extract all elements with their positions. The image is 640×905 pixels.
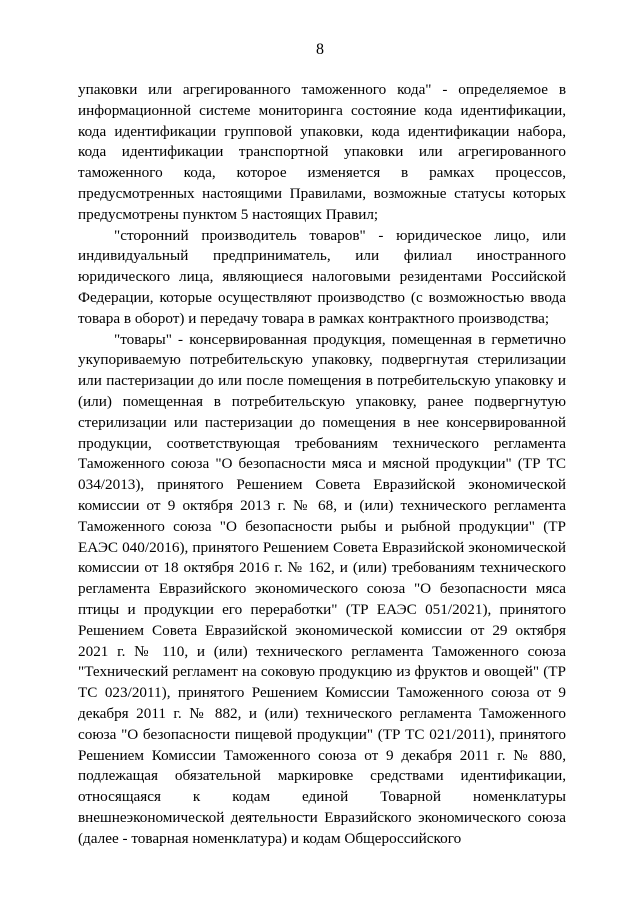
document-body <box>78 80 566 849</box>
paragraph-status-definition-continuation: упаковки или агрегированного таможенного кода" - определяемое в информационной системе мониторинга состояние кода идентификации, кода идентификации групповой упаковки, кода идентификации набора, кода идентификации транспортной упаковки или агрегированного таможенного кода, которое изменяется в рамках процессов, предусмотренных настоящими Правилами, возможные статусы которых предусмотрены пунктом 5 настоящих Правил; <box>78 81 566 223</box>
paragraph-goods-definition: "товары" - консервированная продукция, помещенная в герметично укупориваемую потребительскую упаковку, подвергнутая стерилизации или пастеризации до или после помещения в потребительскую упаковку и (или) помещенная в потребительскую упаковку, ранее подвергнутую стерилизации или пастеризации до помещения в нее консервированной продукции, соответствующая требованиям технического регламента Таможенного союза "О безопасности мяса и мясной продукции" (ТР ТС 034/2013), принятого Решением Совета Евразийской экономической комиссии от 9 октября 2013 г. № 68, и (или) технического регламента Таможенного союза "О безопасности рыбы и рыбной продукции" (ТР ЕАЭС 040/2016), принятого Решением Совета Евразийской экономической комиссии от 18 октября 2016 г. № 162, и (или) требованиям технического регламента Евразийского экономического союза "О безопасности мяса птицы и продукции его переработки" (ТР ЕАЭС 051/2021), принятого Решением Совета Евразийской экономической комиссии от 29 октября 2021 г. № 110, и (или) технического регламента Таможенного союза "Технический регламент на соковую продукцию из фруктов и овощей" (ТР ТС 023/2011), принятого Решением Комиссии Таможенного союза от 9 декабря 2011 г. № 882, и (или) технического регламента Таможенного союза "О безопасности пищевой продукции" (ТР ТС 021/2011), принятого Решением Комиссии Таможенного союза от 9 декабря 2011 г. № 880, подлежащая обязательной маркировке средствами идентификации, относящаяся к кодам единой Товарной номенклатуры внешнеэкономической деятельности Евразийского экономического союза (далее - товарная номенклатура) и кодам Общероссийского <box>78 330 566 847</box>
paragraph-third-party-manufacturer-definition: "сторонний производитель товаров" - юридическое лицо, или индивидуальный предприниматель, или филиал иностранного юридического лица, являющиеся налоговыми резидентами Российской Федерации, которые осуществляют производство (с возможностью ввода товара в оборот) и передачу товара в рамках контрактного производства; <box>78 226 566 327</box>
page-number: 8 <box>316 41 324 58</box>
